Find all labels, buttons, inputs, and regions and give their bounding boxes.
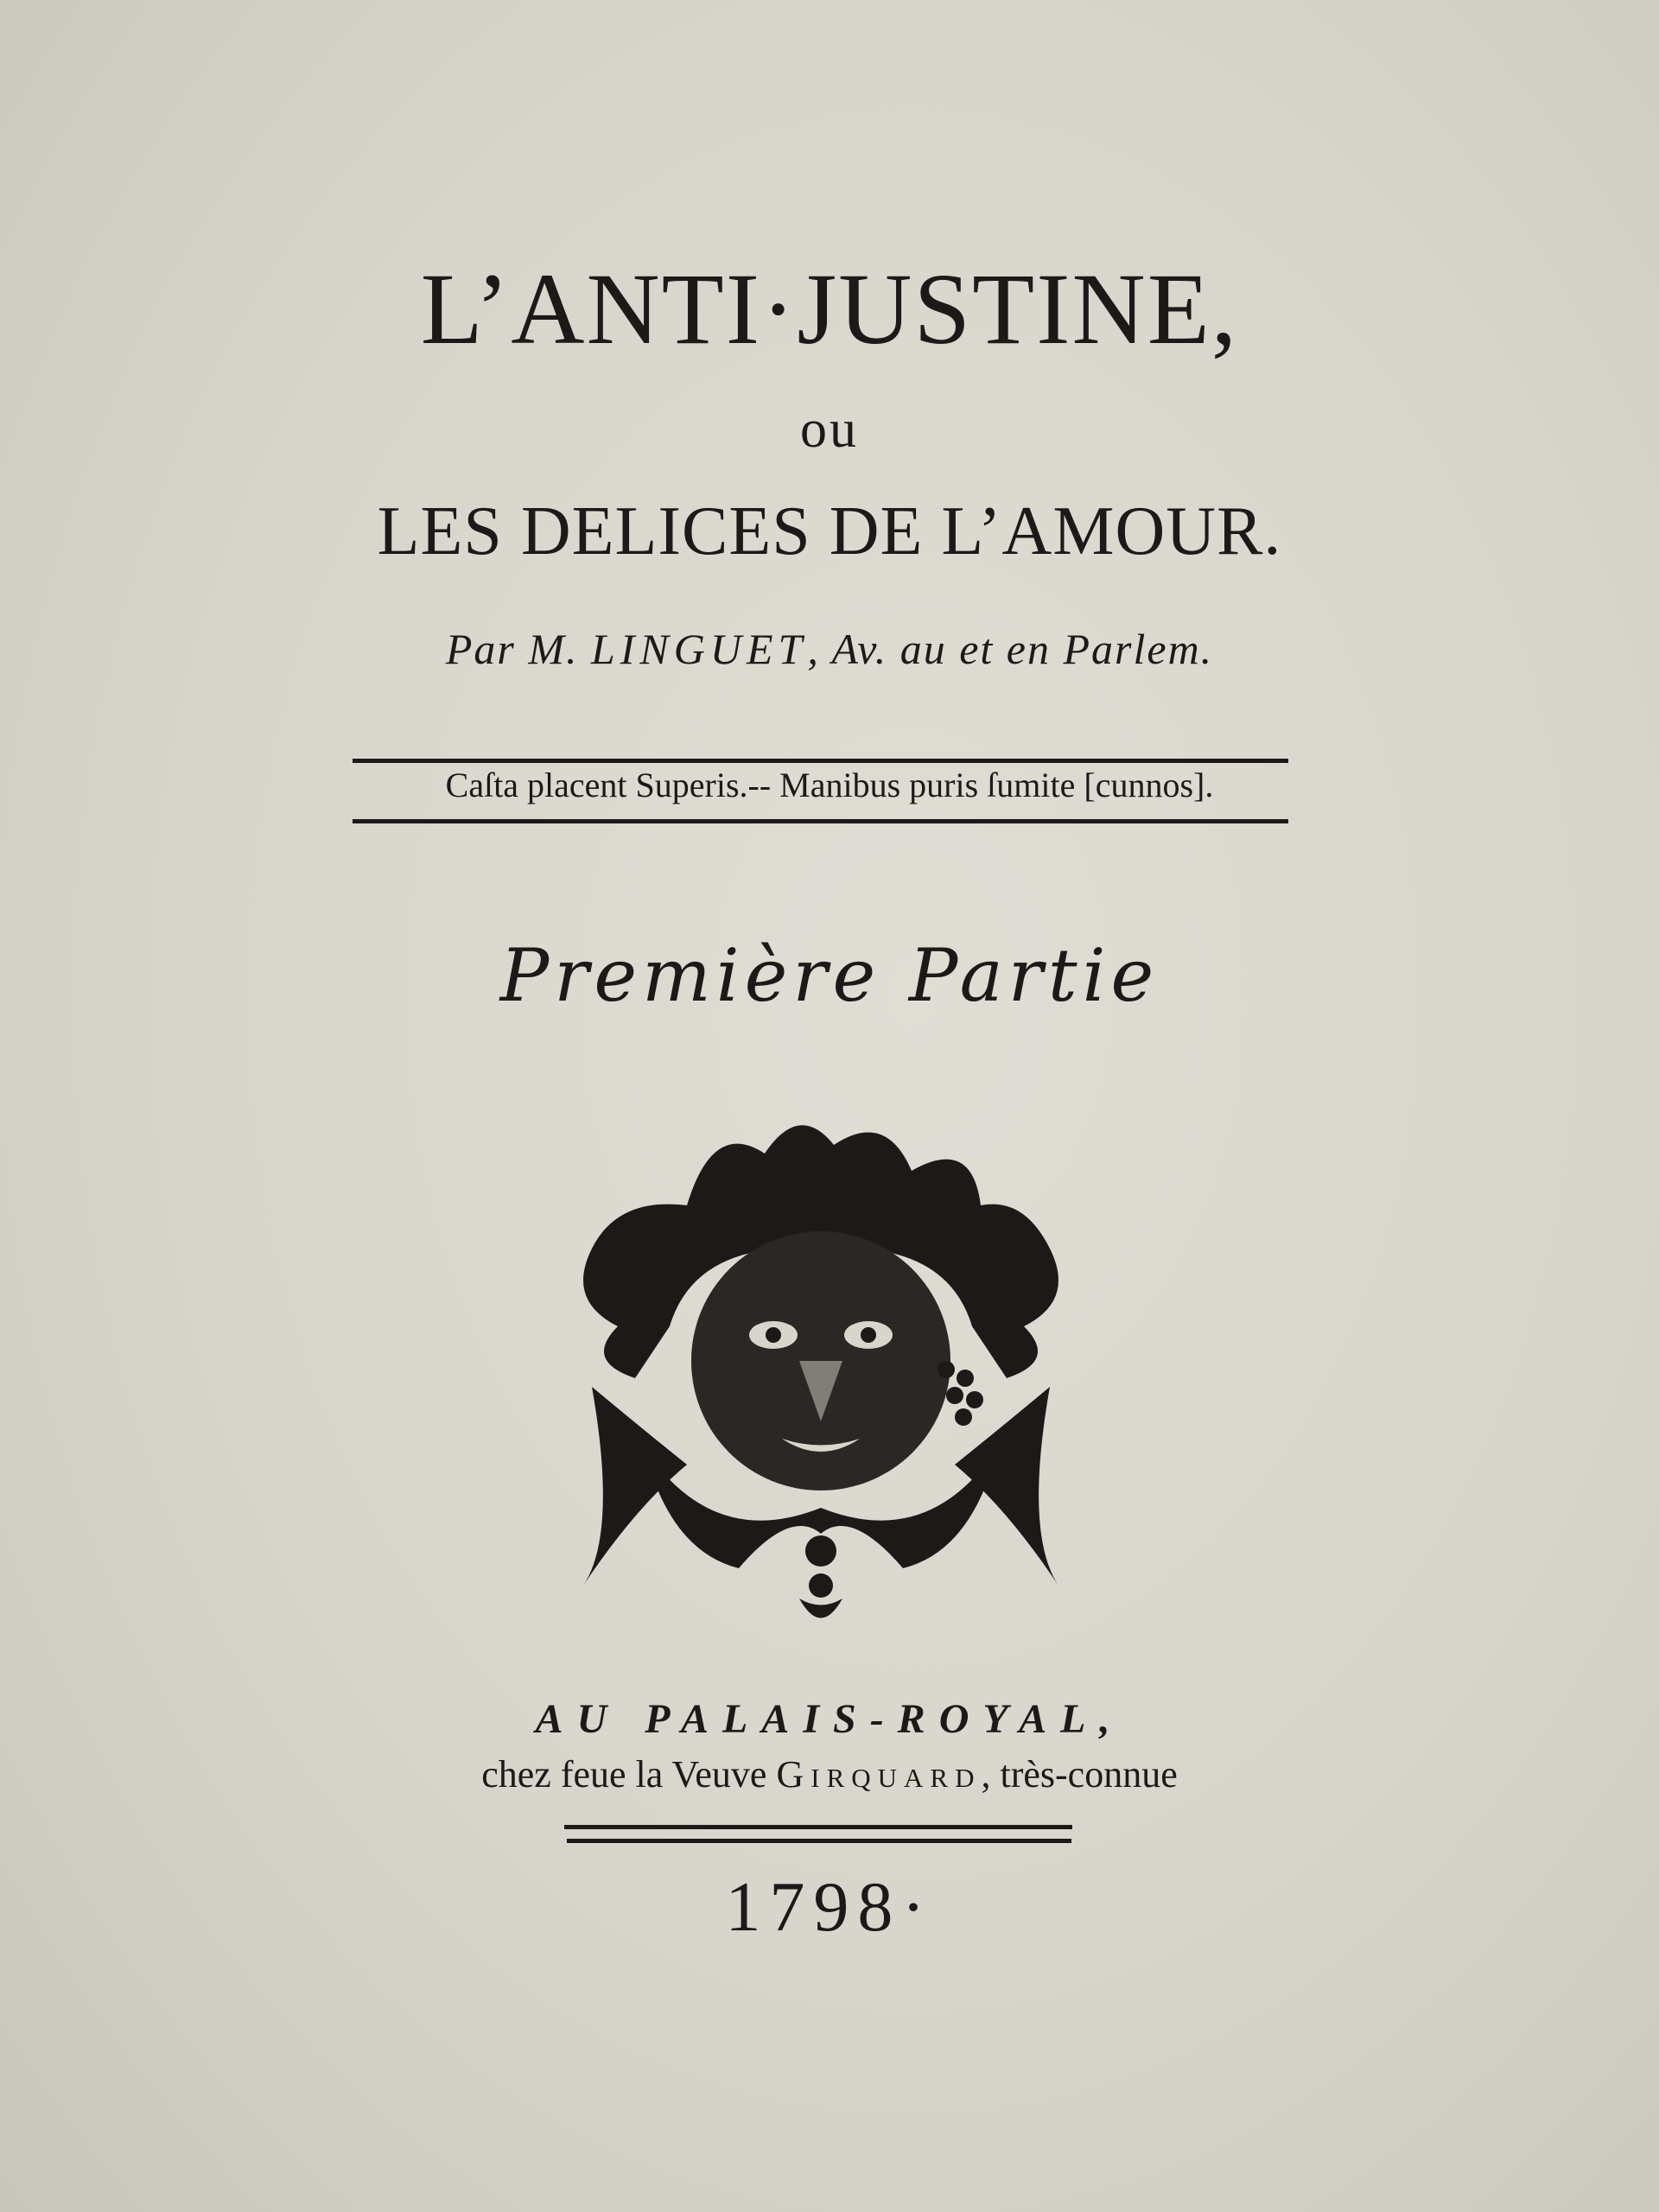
imprint-place: AU PALAIS-ROYAL, bbox=[535, 1696, 1124, 1742]
imprint-rule-lower bbox=[567, 1839, 1071, 1843]
publisher-prefix: chez feue la Veuve bbox=[481, 1753, 767, 1796]
publication-year: 1798· bbox=[725, 1867, 934, 1946]
top-rule bbox=[353, 759, 1288, 763]
imprint-publisher bbox=[0, 1752, 1659, 1796]
publisher-suffix: , très-connue bbox=[981, 1753, 1178, 1796]
title-conjunction: ou bbox=[800, 400, 859, 459]
author-prefix: Par M. bbox=[445, 625, 579, 673]
book-title: L’ANTI·JUSTINE, bbox=[420, 252, 1239, 365]
author-name: LINGUET bbox=[590, 625, 808, 673]
imprint-rule-upper bbox=[564, 1825, 1072, 1829]
publisher-name: Girquard bbox=[776, 1753, 982, 1796]
part-heading: Première Partie bbox=[499, 933, 1160, 1018]
epigraph: Caſta placent Superis.-- Manibus puris ſumite [cunnos]. bbox=[445, 766, 1214, 804]
book-subtitle: LES DELICES DE L’AMOUR. bbox=[377, 493, 1282, 569]
bottom-rule bbox=[353, 819, 1288, 823]
satyr-mask-ornament-icon bbox=[540, 1102, 1102, 1629]
author-line bbox=[0, 624, 1659, 674]
author-suffix: , Av. au et en Parlem. bbox=[807, 625, 1214, 673]
